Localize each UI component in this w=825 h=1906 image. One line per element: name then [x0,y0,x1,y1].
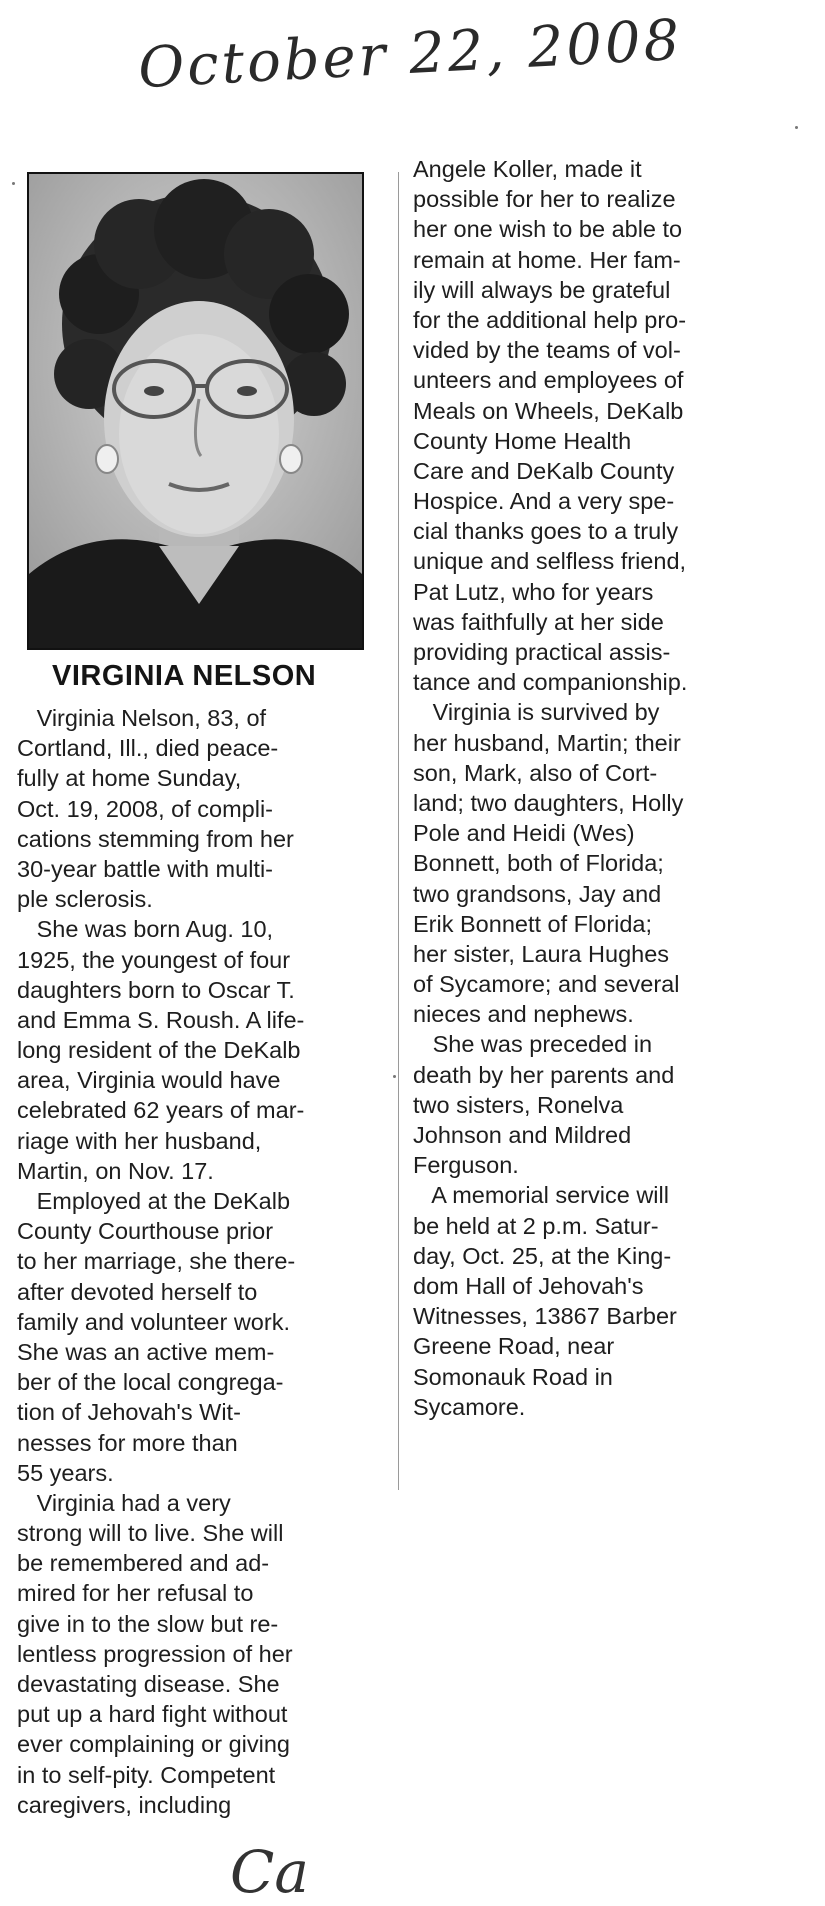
text-line: Oct. 19, 2008, of compli- [17,795,274,822]
text-line: be held at 2 p.m. Satur- [413,1212,659,1239]
text-line: tance and companionship. [413,669,688,696]
text-line: cial thanks goes to a truly [413,518,679,545]
text-line: son, Mark, also of Cort- [413,759,658,786]
text-line: Sycamore. [413,1393,526,1420]
scan-speck [795,126,798,129]
text-line: lentless progression of her [17,1640,293,1667]
text-line: Erik Bonnett of Florida; [413,910,653,937]
text-line: Pole and Heidi (Wes) [413,820,635,847]
text-line: tion of Jehovah's Wit- [17,1399,241,1426]
text-line: cations stemming from her [17,825,294,852]
text-line: 30-year battle with multi- [17,855,273,882]
scan-speck [393,1075,396,1078]
right-text-column [413,154,758,1422]
text-line: Bonnett, both of Florida; [413,850,664,877]
text-line: 55 years. [17,1459,114,1486]
text-line: put up a hard fight without [17,1701,288,1728]
text-line: to her marriage, she there- [17,1248,296,1275]
text-line: her one wish to be able to [413,216,683,243]
portrait-photo [27,172,364,650]
text-line: caregivers, including [17,1791,232,1818]
text-line: devastating disease. She [17,1671,280,1697]
text-line: Employed at the DeKalb [17,1188,291,1214]
text-line: Johnson and Mildred [413,1122,632,1148]
text-line: She was preceded in [413,1031,653,1058]
text-line: Somonauk Road in [413,1363,613,1390]
text-line: She was an active mem- [17,1338,275,1365]
text-line: riage with her husband, [17,1127,262,1154]
text-line: mired for her refusal to [17,1580,254,1607]
text-line: land; two daughters, Holly [413,789,684,816]
text-line: She was born Aug. 10, [17,916,274,943]
text-line: strong will to live. She will [17,1520,284,1547]
text-line: her sister, Laura Hughes [413,940,670,967]
text-line: Meals on Wheels, DeKalb [413,397,684,424]
text-line: was faithfully at her side [413,608,664,635]
text-line: after devoted herself to [17,1278,258,1305]
text-line: her husband, Martin; their [413,729,681,756]
text-line: Witnesses, 13867 Barber [413,1303,677,1330]
text-line: Ferguson. [413,1152,519,1179]
text-line: fully at home Sunday, [17,765,242,792]
text-line: area, Virginia would have [17,1067,281,1094]
text-line: of Sycamore; and several [413,971,680,998]
text-line: Cortland, Ill., died peace- [17,735,279,762]
text-line: day, Oct. 25, at the King- [413,1242,672,1269]
text-line: County Home Health [413,427,632,454]
text-line: ily will always be grateful [413,276,671,303]
text-line: be remembered and ad- [17,1550,270,1577]
scan-speck [12,182,15,185]
text-line: give in to the slow but re- [17,1610,279,1637]
text-line: nieces and nephews. [413,1001,634,1028]
text-line: A memorial service will [413,1182,669,1209]
text-line: death by her parents and [413,1061,675,1088]
portrait-icon [29,174,362,648]
obituary-name-heading: VIRGINIA NELSON [52,660,317,692]
text-line: in to self-pity. Competent [17,1761,276,1788]
text-line: two sisters, Ronelva [413,1091,624,1118]
text-line: ever complaining or giving [17,1731,291,1758]
text-line: long resident of the DeKalb [17,1037,301,1064]
text-line: ple sclerosis. [17,886,153,913]
text-line: for the additional help pro- [413,306,687,333]
text-line: Angele Koller, made it [413,156,642,182]
text-line: celebrated 62 years of mar- [17,1097,305,1124]
text-line: possible for her to realize [413,186,676,213]
text-line: providing practical assis- [413,639,671,665]
text-line: Hospice. And a very spe- [413,488,675,515]
text-line: unique and selfless friend, [413,548,687,575]
text-line: nesses for more than [17,1429,238,1456]
text-line: County Courthouse prior [17,1218,274,1245]
handwritten-date: October 22, 2008 [136,7,684,102]
text-line: Virginia Nelson, 83, of [17,705,267,731]
text-line: vided by the teams of vol- [413,337,681,364]
left-text-column [17,703,367,1820]
text-line: Pat Lutz, who for years [413,578,654,605]
handwritten-initials: Ca [230,1838,309,1906]
text-line: Martin, on Nov. 17. [17,1157,214,1184]
text-line: family and volunteer work. [17,1308,290,1335]
text-line: two grandsons, Jay and [413,880,662,907]
text-line: ber of the local congrega- [17,1369,284,1396]
text-line: remain at home. Her fam- [413,246,681,273]
text-line: 1925, the youngest of four [17,946,291,973]
column-divider [398,172,399,1490]
text-line: Greene Road, near [413,1333,615,1360]
text-line: unteers and employees of [413,367,684,394]
text-line: daughters born to Oscar T. [17,976,295,1003]
text-line: and Emma S. Roush. A life- [17,1006,305,1033]
text-line: Virginia had a very [17,1489,231,1516]
text-line: Virginia is survived by [413,699,660,726]
text-line: dom Hall of Jehovah's [413,1272,644,1299]
text-line: Care and DeKalb County [413,457,675,484]
